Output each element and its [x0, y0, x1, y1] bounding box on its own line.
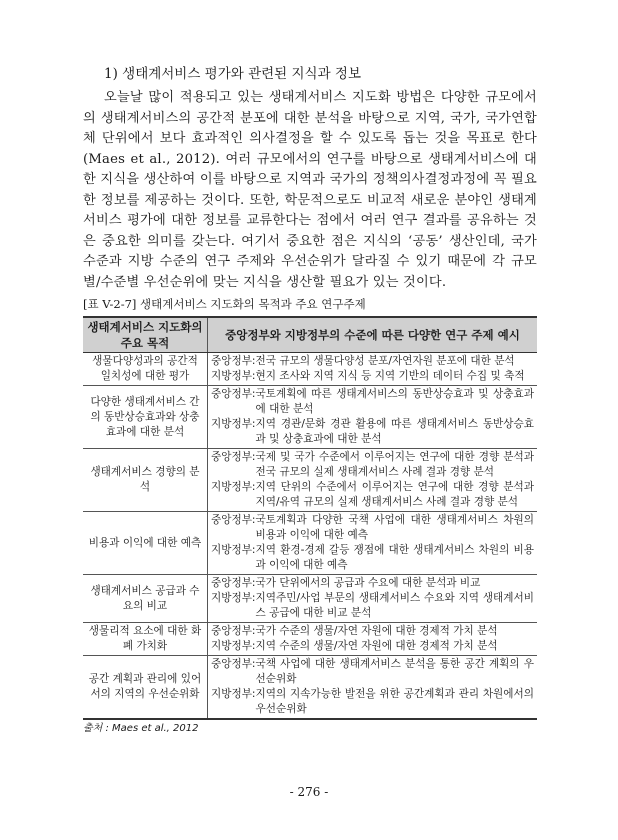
topics-cell [208, 575, 538, 623]
topics-cell [208, 353, 538, 386]
purpose-cell: 생물다양성과의 공간적 일치성에 대한 평가 [83, 353, 208, 386]
table-row [83, 512, 537, 575]
government-level-label: 지방정부: [211, 418, 256, 430]
table-body [83, 353, 537, 720]
table-row [83, 575, 537, 623]
government-level-label: 지방정부: [211, 640, 256, 652]
table-row [83, 353, 537, 386]
page-spacer [83, 736, 537, 784]
topic-text: 국가 수준의 생물/자연 자원에 대한 경제적 가치 분석 [255, 625, 498, 637]
topics-cell [208, 386, 538, 449]
topics-cell [208, 449, 538, 512]
topic-entry [211, 639, 534, 654]
topic-entry [211, 687, 534, 717]
government-level-label: 중앙정부: [211, 451, 256, 463]
topic-entry [211, 624, 534, 639]
topic-entry [211, 387, 534, 417]
purpose-cell: 생태계서비스 경향의 분석 [83, 449, 208, 512]
topics-cell [208, 512, 538, 575]
purpose-cell: 공간 계획과 관리에 있어서의 지역의 우선순위화 [83, 656, 208, 720]
topic-entry [211, 417, 534, 447]
body-paragraph: 오늘날 많이 적용되고 있는 생태계서비스 지도화 방법은 다양한 규모에서의 생태계서비스의 공간적 분포에 대한 분석을 바탕으로 지역, 국가, 국가연합체 단위에서 보다 효과적인 의사결정을 할 수 있도록 돕는 것을 목표로 한다 (Maes et al., 2012). 여러 규모에서의 연구를 바탕으로 생태계서비스에 대한 지식을 생산하여 이를 바탕으로 지역과 국가의 정책의사결정과정에 꼭 필요한 정보를 제공하는 것이다. 또한, 학문적으로도 비교적 새로운 분야인 생태계서비스 평가에 대한 정보를 교류한다는 점에서 여러 연구 결과를 공유하는 것은 중요한 의미를 갖는다. 여기서 중요한 점은 지식의 ‘공동’ 생산인데, 국가 수준과 지방 수준의 연구 주제와 우선순위가 달라질 수 있기 때문에 각 규모별/수준별 우선순위에 맞는 지식을 생산할 필요가 있는 것이다. [83, 90, 537, 290]
topic-text: 지역 환경-경제 갈등 쟁점에 대한 생태계서비스 차원의 비용과 이익에 대한 예측 [255, 544, 534, 571]
government-level-label: 중앙정부: [211, 658, 256, 670]
topic-entry [211, 480, 534, 510]
topic-entry [211, 513, 534, 543]
topic-text: 국제 및 국가 수준에서 이루어지는 연구에 대한 경향 분석과 전국 규모의 실제 생태계서비스 사례 결과 경향 분석 [255, 451, 534, 478]
purpose-cell: 다양한 생태계서비스 간의 동반상승효과와 상충효과에 대한 분석 [83, 386, 208, 449]
topic-entry [211, 576, 534, 591]
purpose-cell: 생물리적 요소에 대한 화폐 가치화 [83, 623, 208, 656]
government-level-label: 중앙정부: [211, 577, 256, 589]
topic-text: 국책 사업에 대한 생태계서비스 분석을 통한 공간 계획의 우선순위화 [255, 658, 534, 685]
section-heading: 1) 생태계서비스 평가와 관련된 지식과 정보 [104, 66, 362, 82]
government-level-label: 중앙정부: [211, 355, 256, 367]
government-level-label: 중앙정부: [211, 625, 256, 637]
research-topics-table [83, 316, 537, 720]
topic-text: 지역의 지속가능한 발전을 위한 공간계획과 관리 차원에서의 우선순위화 [255, 688, 534, 715]
topic-text: 국가 단위에서의 공급과 수요에 대한 분석과 비교 [255, 577, 481, 589]
government-level-label: 지방정부: [211, 544, 256, 556]
purpose-cell: 비용과 이익에 대한 예측 [83, 512, 208, 575]
government-level-label: 지방정부: [211, 370, 256, 382]
table-row [83, 449, 537, 512]
topic-text: 지역 단위의 수준에서 이루어지는 연구에 대한 경향 분석과 지역/유역 규모의 실제 생태계서비스 사례 결과 경향 분석 [255, 481, 534, 508]
table-header-row [83, 317, 537, 353]
purpose-cell: 생태계서비스 공급과 수요의 비교 [83, 575, 208, 623]
government-level-label: 지방정부: [211, 481, 256, 493]
header-topics: 중앙정부와 지방정부의 수준에 따른 다양한 연구 주제 예시 [208, 317, 538, 353]
government-level-label: 중앙정부: [211, 514, 256, 526]
topics-cell [208, 623, 538, 656]
topic-entry [211, 657, 534, 687]
topic-text: 현지 조사와 지역 지식 등 지역 기반의 데이터 수집 및 축적 [255, 370, 525, 382]
page-number: - 276 - [289, 785, 329, 799]
topic-text: 지역 수준의 생물/자연 자원에 대한 경제적 가치 분석 [255, 640, 498, 652]
table-row [83, 656, 537, 720]
topic-entry [211, 354, 534, 369]
topic-entry [211, 369, 534, 384]
table-row [83, 623, 537, 656]
topic-text: 국토계획과 다양한 국책 사업에 대한 생태계서비스 차원의 비용과 이익에 대한 예측 [255, 514, 534, 541]
topic-text: 지역 경관/문화 경관 활용에 따른 생태계서비스 동반상승효과 및 상충효과에 대한 분석 [255, 418, 534, 445]
table-caption: [표 V-2-7] 생태계서비스 지도화의 목적과 주요 연구주제 [83, 297, 366, 311]
topic-text: 전국 규모의 생물다양성 분포/자연자원 분포에 대한 분석 [255, 355, 515, 367]
topics-cell [208, 656, 538, 720]
table-row [83, 386, 537, 449]
topic-entry [211, 591, 534, 621]
topic-text: 지역주민/사업 부문의 생태계서비스 수요와 지역 생태계서비스 공급에 대한 비교 분석 [255, 592, 534, 619]
topic-text: 국토계획에 따른 생태계서비스의 동반상승효과 및 상충효과에 대한 분석 [255, 388, 534, 415]
header-purpose: 생태계서비스 지도화의 주요 목적 [83, 317, 208, 353]
topic-entry [211, 543, 534, 573]
government-level-label: 지방정부: [211, 688, 256, 700]
government-level-label: 지방정부: [211, 592, 256, 604]
topic-entry [211, 450, 534, 480]
government-level-label: 중앙정부: [211, 388, 256, 400]
table-source: 출처 : Maes et al., 2012 [83, 723, 199, 734]
